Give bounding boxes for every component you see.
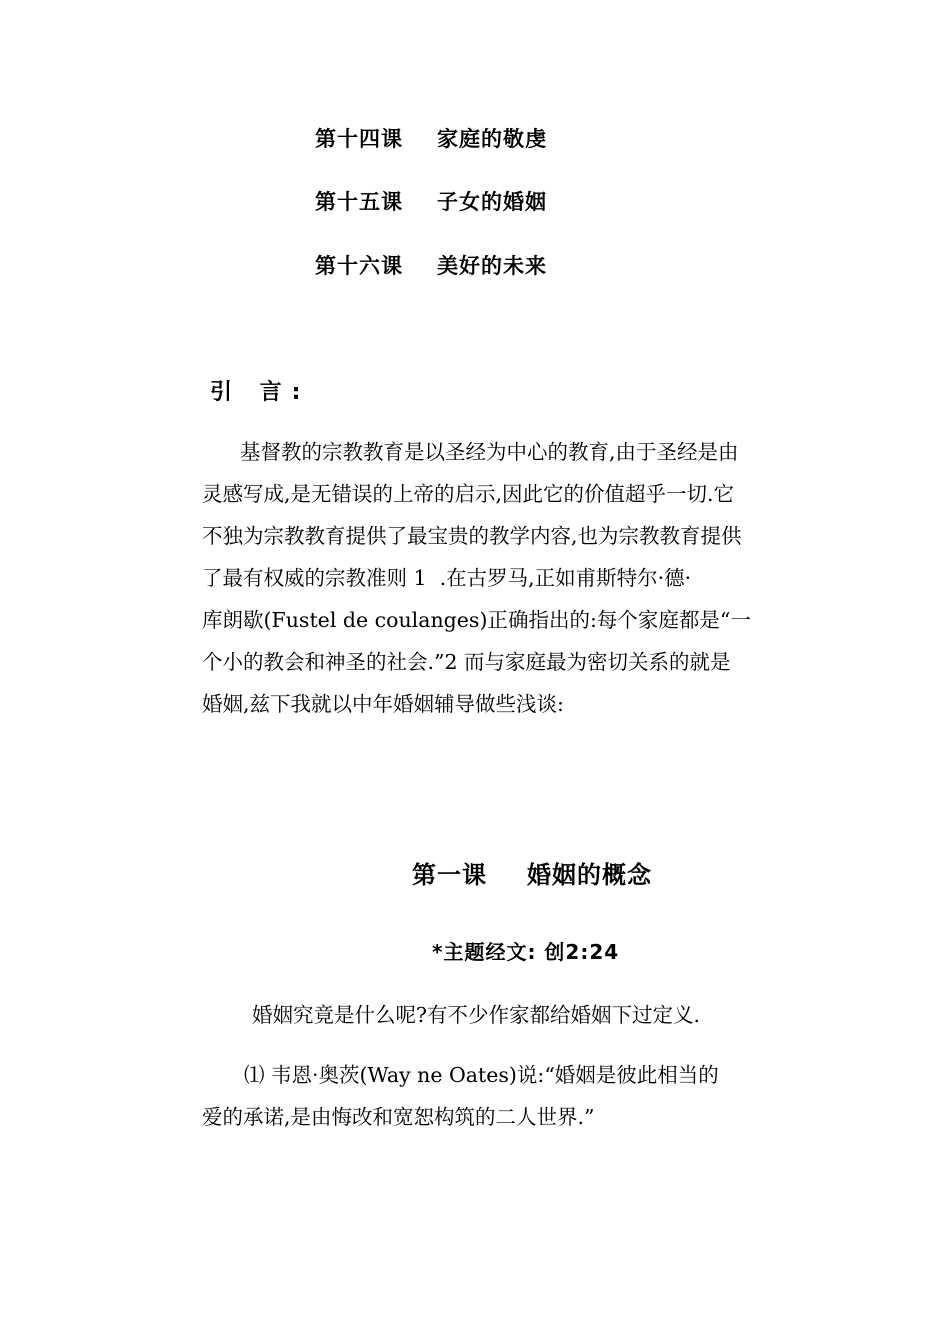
paragraph-line: 不独为宗教教育提供了最宝贵的教学内容,也为宗教教育提供 (202, 524, 742, 548)
paragraph-line: ⑴ 韦恩·奥茨(Way ne Oates)说:“婚姻是彼此相当的 (244, 1063, 719, 1087)
toc-item (315, 186, 547, 216)
toc-lesson-title: 美好的未来 (437, 254, 547, 278)
toc-item (315, 123, 547, 153)
toc-item (315, 250, 547, 280)
intro-paragraph (202, 431, 822, 725)
theme-scripture: *主题经文: 创2:24 (432, 940, 620, 964)
paragraph-line: 了最有权威的宗教准则 1 .在古罗马,正如甫斯特尔·德· (202, 566, 692, 590)
lesson-name: 婚姻的概念 (527, 861, 652, 889)
toc-lesson-number: 第十四课 (315, 127, 403, 151)
definition-paragraph (202, 1054, 822, 1138)
paragraph-line: 库朗歇(Fustel de coulanges)正确指出的:每个家庭都是“一 (202, 608, 751, 632)
paragraph-line: 个小的教会和神圣的社会.”2 而与家庭最为密切关系的就是 (202, 650, 731, 674)
toc-lesson-title: 子女的婚姻 (437, 190, 547, 214)
paragraph-line: 基督教的宗教教育是以圣经为中心的教育,由于圣经是由 (240, 440, 739, 464)
definition-intro: 婚姻究竟是什么呢?有不少作家都给婚姻下过定义. (252, 1003, 701, 1027)
intro-heading: 引 言: (210, 380, 311, 405)
paragraph-line: 爱的承诺,是由悔改和宽恕构筑的二人世界.” (202, 1105, 595, 1129)
paragraph-line: 灵感写成,是无错误的上帝的启示,因此它的价值超乎一切.它 (202, 482, 735, 506)
toc-lesson-title: 家庭的敬虔 (437, 127, 547, 151)
toc-lesson-number: 第十六课 (315, 254, 403, 278)
lesson-title (412, 855, 652, 890)
lesson-number: 第一课 (412, 861, 487, 889)
paragraph-line: 婚姻,兹下我就以中年婚姻辅导做些浅谈: (202, 692, 564, 716)
toc-lesson-number: 第十五课 (315, 190, 403, 214)
